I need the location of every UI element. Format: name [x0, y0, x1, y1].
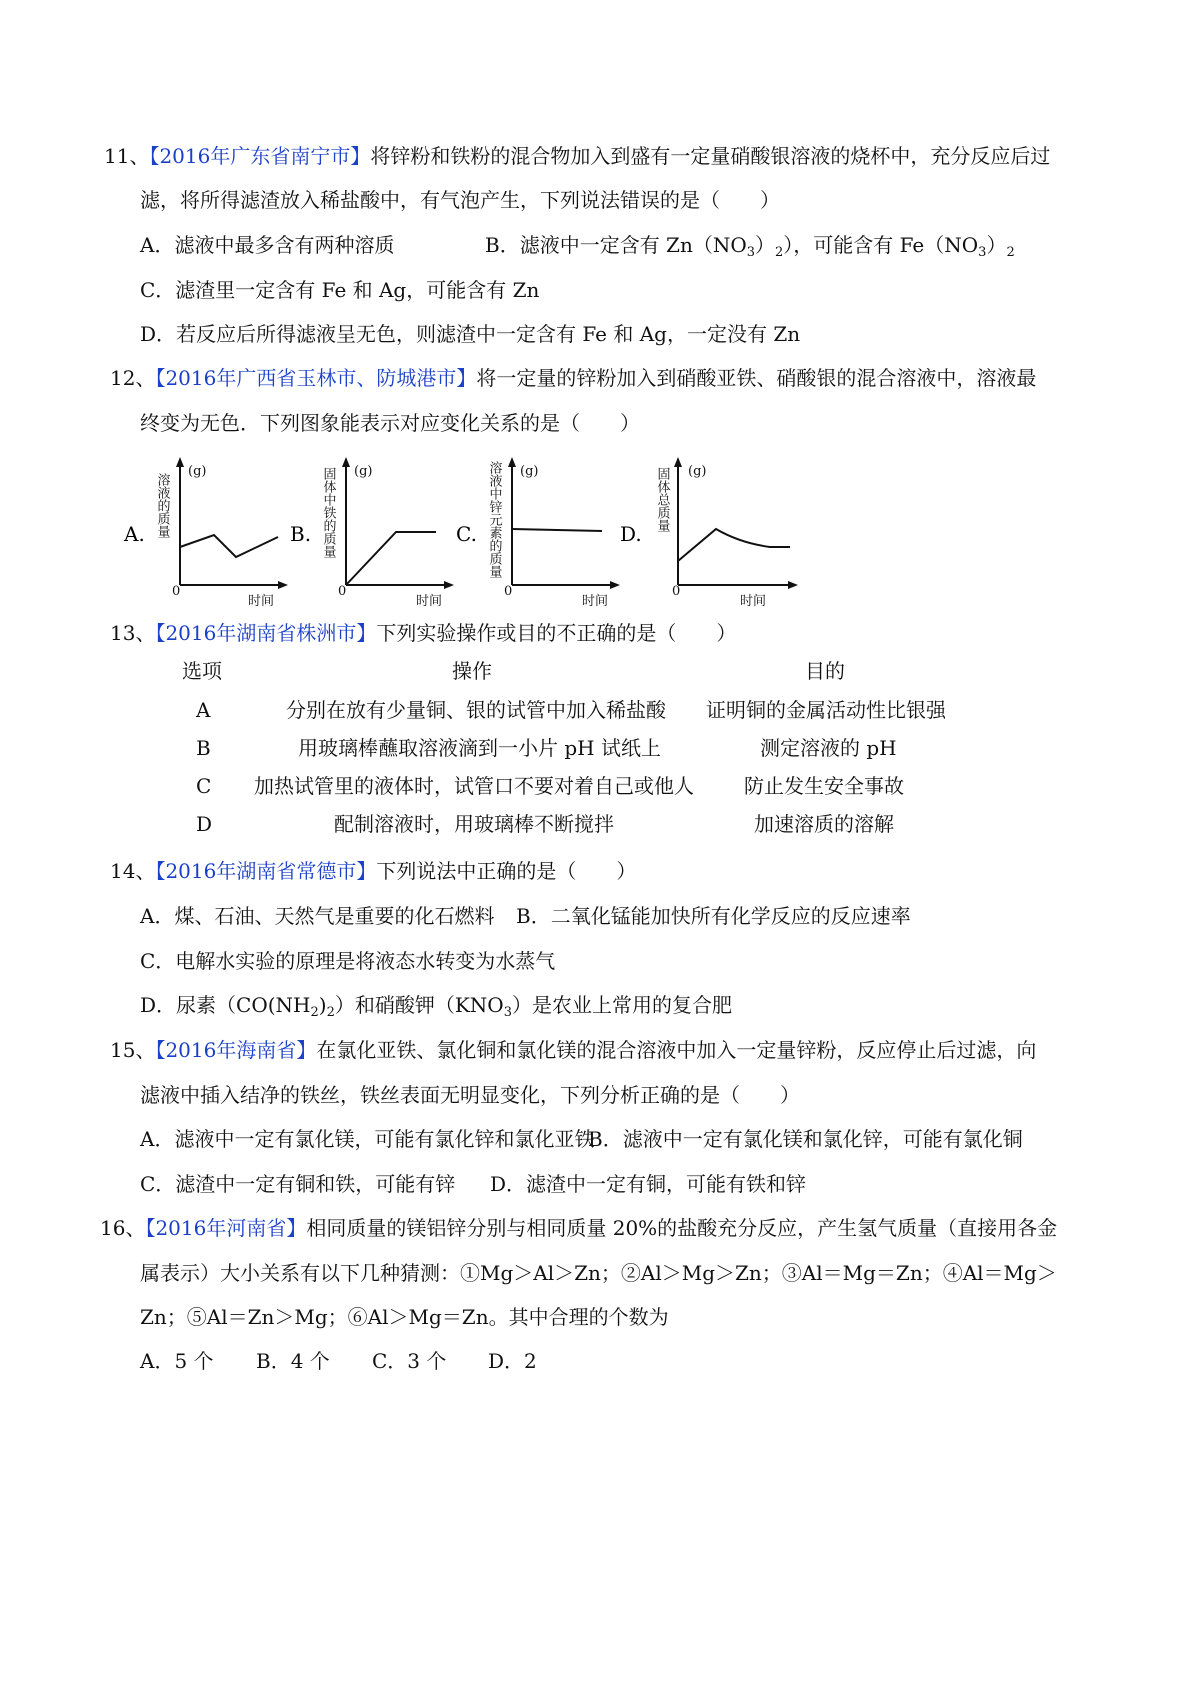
q16-source: 【2016年河南省】 [145, 1216, 307, 1240]
q14-option-b: B．二氧化锰能加快所有化学反应的反应速率 [516, 904, 911, 928]
q13-row-c-option: C [196, 774, 212, 798]
q16-stem-3: Zn；⑤Al＝Zn＞Mg；⑥Al＞Mg＝Zn。其中合理的个数为 [140, 1305, 669, 1329]
q14-option-d-end: ）是农业上常用的复合肥 [511, 993, 732, 1017]
q11-option-b-sub2: 2 [775, 245, 784, 260]
q12-source: 【2016年广西省玉林市、防城港市】 [155, 366, 477, 390]
q12-graph-a-xlabel: 时间 [248, 594, 275, 609]
q13-row-a-purpose: 证明铜的金属活动性比银强 [706, 698, 946, 722]
q12-graph-c-unit: (g) [520, 464, 539, 479]
q12-graph-b-xlabel: 时间 [416, 594, 443, 609]
q13-row-a-option: A [196, 698, 211, 722]
q12-graph-a-origin: 0 [172, 584, 181, 599]
q12-graph-d-origin: 0 [672, 584, 681, 599]
q14-option-d [140, 992, 732, 1026]
q13-number: 13、 [110, 621, 156, 645]
q11-option-b [485, 232, 1015, 266]
q13-row-d-option: D [196, 812, 213, 836]
q13-source: 【2016年湖南省株洲市】 [155, 621, 377, 645]
q14-source: 【2016年湖南省常德市】 [155, 859, 377, 883]
q12-graph-c-ylabel: 溶液中锌元素的质量 [486, 461, 502, 578]
q11-option-c: C．滤渣里一定含有 Fe 和 Ag，可能含有 Zn [140, 278, 540, 302]
q14-number: 14、 [110, 859, 156, 883]
q12-graph-b-letter: B. [290, 522, 312, 546]
q11-source: 【2016年广东省南宁市】 [149, 144, 371, 168]
q16-number: 16、 [100, 1216, 146, 1240]
q15-source: 【2016年海南省】 [155, 1038, 317, 1062]
q12-stem-2: 终变为无色．下列图象能表示对应变化关系的是（ ） [140, 411, 640, 435]
q11-option-a: A．滤液中最多含有两种溶质 [140, 233, 395, 257]
q12-graph-c-xlabel: 时间 [582, 594, 609, 609]
q12-graph-a-svg [120, 455, 290, 615]
q11-option-b-sub4: 2 [1006, 245, 1015, 260]
q11-number: 11、 [104, 144, 150, 168]
q13-row-d-purpose: 加速溶质的溶解 [754, 812, 894, 836]
q11-option-b-close: ） [755, 233, 776, 257]
q12-graph-b-curve [346, 532, 436, 585]
q16-line1 [100, 1215, 1057, 1241]
q12-number: 12、 [110, 366, 156, 390]
q16-option-b: B．4 个 [256, 1349, 330, 1373]
q16-option-d: D．2 [488, 1349, 537, 1373]
q12-graph-d-letter: D. [620, 522, 642, 546]
q12-graph-a-ylabel: 溶液的质量 [154, 473, 170, 538]
q16-option-c: C．3 个 [372, 1349, 447, 1373]
q12-graph-c-letter: C. [456, 522, 477, 546]
q13-stem-1: 下列实验操作或目的不正确的是（ ） [376, 621, 737, 645]
q13-row-b-option: B [196, 736, 211, 760]
q12-graph-c [452, 455, 627, 615]
q12-graph-d-ylabel: 固体总质量 [654, 467, 670, 532]
q16-stem-2: 属表示）大小关系有以下几种猜测：①Mg＞Al＞Zn；②Al＞Mg＞Zn；③Al＝Mg＝Zn；④Al＝Mg＞ [140, 1261, 1057, 1285]
q15-number: 15、 [110, 1038, 156, 1062]
q12-graph-d-yarrow [674, 457, 682, 467]
q11-option-b-text: B．滤液中一定含有 Zn（NO [485, 233, 747, 257]
q14-stem-1: 下列说法中正确的是（ ） [376, 859, 637, 883]
q12-graph-b [286, 455, 456, 615]
q12-graph-b-svg [286, 455, 456, 615]
q12-graph-c-svg [452, 455, 627, 615]
q15-option-c: C．滤渣中一定有铜和铁，可能有锌 [140, 1172, 456, 1196]
q13-header-operation: 操作 [452, 659, 492, 683]
q12-graph-d [620, 455, 805, 615]
q11-stem-2: 滤，将所得滤渣放入稀盐酸中，有气泡产生，下列说法错误的是（ ） [140, 188, 780, 212]
q12-stem-1: 将一定量的锌粉加入到硝酸亚铁、硝酸银的混合溶液中，溶液最 [476, 366, 1037, 390]
q16-option-a: A．5 个 [140, 1349, 214, 1373]
q12-graph-b-yarrow [342, 457, 350, 467]
q12-graph-b-ylabel: 固体中铁的质量 [320, 467, 336, 558]
q14-option-c: C．电解水实验的原理是将液态水转变为水蒸气 [140, 949, 556, 973]
q11-option-b-sub: 3 [746, 245, 756, 260]
q12-line1 [110, 365, 1036, 391]
q12-graph-d-xlabel: 时间 [740, 594, 767, 609]
q14-option-d-sub3: 3 [503, 1005, 512, 1020]
q12-graph-a-unit: (g) [188, 464, 207, 479]
q12-graph-c-xarrow [610, 581, 620, 589]
q15-line1 [110, 1037, 1036, 1063]
q11-stem-1: 将锌粉和铁粉的混合物加入到盛有一定量硝酸银溶液的烧杯中，充分反应后过 [370, 144, 1051, 168]
q13-row-c-operation: 加热试管里的液体时，试管口不要对着自己或他人 [254, 774, 694, 798]
q11-option-b-close2: ） [986, 233, 1007, 257]
q13-row-a-operation: 分别在放有少量铜、银的试管中加入稀盐酸 [286, 698, 666, 722]
q12-graph-d-unit: (g) [688, 464, 707, 479]
q11-line1 [104, 143, 1050, 169]
q12-graph-b-unit: (g) [354, 464, 373, 479]
q12-graph-d-xarrow [788, 581, 798, 589]
q13-line1 [110, 620, 736, 646]
q14-option-d-mid: ）和硝酸钾（KNO [334, 993, 504, 1017]
q14-option-d-sub2: 2 [326, 1005, 335, 1020]
q13-row-b-operation: 用玻璃棒蘸取溶液滴到一小片 pH 试纸上 [298, 736, 661, 760]
q12-graph-b-origin: 0 [338, 584, 347, 599]
q12-graph-c-curve [512, 529, 602, 531]
q12-graph-c-origin: 0 [504, 584, 513, 599]
q13-row-b-purpose: 测定溶液的 pH [760, 736, 897, 760]
q12-graph-a-curve [180, 535, 278, 557]
q15-option-b: B．滤液中一定有氯化镁和氯化锌，可能有氯化铜 [588, 1127, 1023, 1151]
q12-graph-a [120, 455, 290, 615]
q12-graph-a-yarrow [176, 457, 184, 467]
q12-graph-a-letter: A. [124, 522, 145, 546]
q15-option-a: A．滤液中一定有氯化镁，可能有氯化锌和氯化亚铁 [140, 1127, 595, 1151]
q13-row-d-operation: 配制溶液时，用玻璃棒不断搅拌 [334, 812, 614, 836]
q12-graph-d-curve [678, 529, 790, 561]
q11-option-d: D．若反应后所得滤液呈无色，则滤渣中一定含有 Fe 和 Ag，一定没有 Zn [140, 322, 801, 346]
q13-row-c-purpose: 防止发生安全事故 [744, 774, 904, 798]
q12-graph-d-svg [620, 455, 805, 615]
q14-line1 [110, 858, 636, 884]
q14-option-d-sub1: 2 [310, 1005, 319, 1020]
q16-stem-1: 相同质量的镁铝锌分别与相同质量 20%的盐酸充分反应，产生氢气质量（直接用各金 [306, 1216, 1058, 1240]
q11-option-b-mid: ），可能含有 Fe（NO [783, 233, 979, 257]
q15-option-d: D．滤渣中一定有铜，可能有铁和锌 [490, 1172, 807, 1196]
q12-graph-c-yarrow [508, 457, 516, 467]
q13-header-purpose: 目的 [805, 659, 845, 683]
q14-option-d-paren: ) [318, 993, 327, 1017]
q13-header-option: 选项 [182, 659, 222, 683]
q15-stem-2: 滤液中插入结净的铁丝，铁丝表面无明显变化，下列分析正确的是（ ） [140, 1083, 800, 1107]
q14-option-d-text: D．尿素（CO(NH [140, 993, 311, 1017]
q15-stem-1: 在氯化亚铁、氯化铜和氯化镁的混合溶液中加入一定量锌粉，反应停止后过滤，向 [316, 1038, 1037, 1062]
q11-option-b-sub3: 3 [978, 245, 987, 260]
q14-option-a: A．煤、石油、天然气是重要的化石燃料 [140, 904, 495, 928]
